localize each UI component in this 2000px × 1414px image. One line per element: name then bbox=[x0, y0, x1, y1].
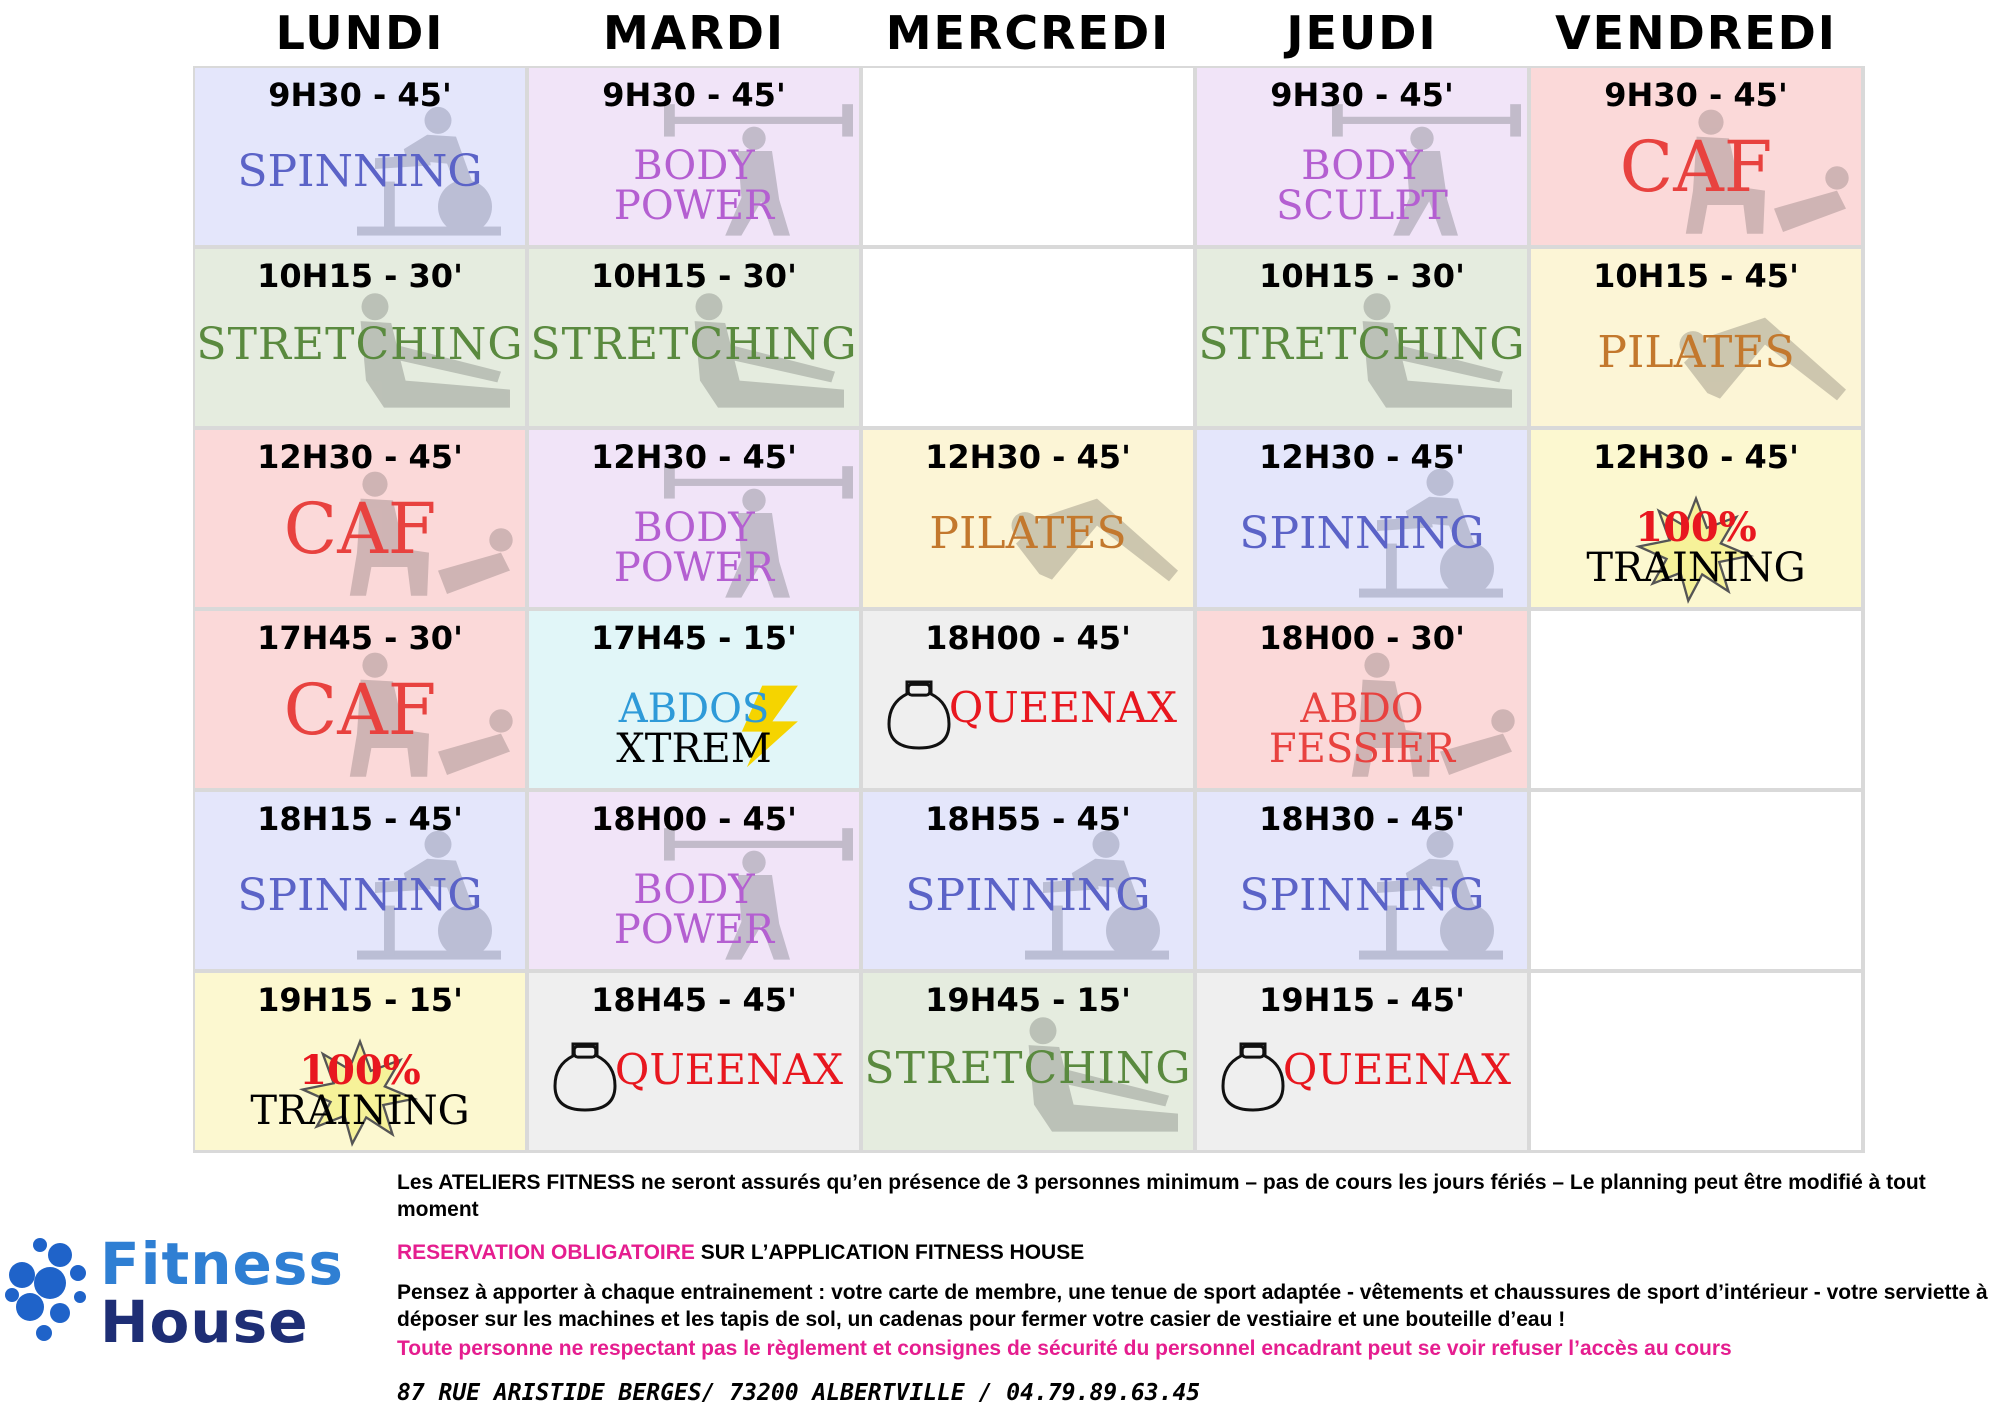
class-title bbox=[529, 505, 859, 591]
reservation-rest: SUR L’APPLICATION FITNESS HOUSE bbox=[694, 1241, 1085, 1264]
class-title bbox=[529, 867, 859, 953]
class-time: 10H15 - 30' bbox=[591, 257, 797, 295]
class-time: 12H30 - 45' bbox=[591, 438, 797, 476]
class-title-line: 100% bbox=[299, 1047, 421, 1094]
class-title-line: TRAINING bbox=[1586, 545, 1806, 591]
class-title-line: STRETCHING bbox=[864, 1043, 1192, 1094]
class-slot bbox=[529, 430, 859, 607]
class-time: 10H15 - 45' bbox=[1593, 257, 1799, 295]
class-title-line: CAF bbox=[283, 488, 437, 570]
class-time: 12H30 - 45' bbox=[925, 438, 1131, 476]
class-title bbox=[529, 319, 859, 370]
class-slot bbox=[195, 249, 525, 426]
class-slot bbox=[529, 792, 859, 969]
class-slot bbox=[195, 430, 525, 607]
class-title-line: SPINNING bbox=[905, 870, 1151, 921]
class-title bbox=[195, 319, 525, 370]
class-title-line: BODY bbox=[1301, 143, 1423, 189]
class-time: 17H45 - 30' bbox=[257, 619, 463, 657]
class-time: 12H30 - 45' bbox=[257, 438, 463, 476]
class-title-line: SCULPT bbox=[1276, 183, 1448, 229]
class-slot bbox=[1531, 249, 1861, 426]
class-title bbox=[863, 1043, 1193, 1094]
class-title-line: TRAINING bbox=[250, 1088, 470, 1134]
class-title-line: SPINNING bbox=[237, 146, 483, 197]
class-slot bbox=[529, 249, 859, 426]
class-title-line: BODY bbox=[633, 867, 755, 913]
class-slot bbox=[195, 973, 525, 1150]
empty-slot bbox=[863, 68, 1193, 245]
class-slot bbox=[1197, 430, 1527, 607]
notice-text: Les ATELIERS FITNESS ne seront assurés qu’en présence de 3 personnes minimum – pas de cours les jours fériés – Le planning peut être modifié à tout moment bbox=[397, 1171, 1926, 1221]
class-time: 19H15 - 45' bbox=[1259, 981, 1465, 1019]
class-time: 9H30 - 45' bbox=[1270, 76, 1454, 114]
class-slot bbox=[863, 973, 1193, 1150]
class-slot bbox=[1197, 973, 1527, 1150]
class-title-line: 100% bbox=[1635, 504, 1757, 551]
class-title bbox=[863, 508, 1193, 559]
class-slot bbox=[529, 611, 859, 788]
class-title bbox=[1197, 143, 1527, 229]
class-title bbox=[529, 143, 859, 229]
class-title-line: QUEENAX bbox=[948, 683, 1178, 732]
day-header: VENDREDI bbox=[1555, 6, 1837, 60]
class-slot bbox=[863, 430, 1193, 607]
reservation-highlight: RESERVATION OBLIGATOIRE bbox=[397, 1241, 695, 1264]
class-slot bbox=[1531, 430, 1861, 607]
class-title-line: CAF bbox=[283, 669, 437, 751]
day-header: JEUDI bbox=[1286, 6, 1438, 60]
class-title-line: STRETCHING bbox=[530, 319, 858, 370]
class-title bbox=[195, 146, 525, 197]
class-title-line: SPINNING bbox=[1239, 508, 1485, 559]
class-time: 19H15 - 15' bbox=[257, 981, 463, 1019]
class-time: 18H55 - 45' bbox=[925, 800, 1131, 838]
logo-word-house: House bbox=[100, 1288, 309, 1356]
day-headers bbox=[193, 0, 1865, 66]
class-time: 10H15 - 30' bbox=[257, 257, 463, 295]
class-title bbox=[1197, 508, 1527, 559]
day-header: LUNDI bbox=[275, 6, 445, 60]
class-time: 12H30 - 45' bbox=[1593, 438, 1799, 476]
address-text: 87 RUE ARISTIDE BERGES/ 73200 ALBERTVILLE / 04.79.89.63.45 bbox=[397, 1380, 1201, 1406]
empty-slot bbox=[1531, 973, 1861, 1150]
class-title bbox=[863, 870, 1193, 921]
class-slot bbox=[1197, 249, 1527, 426]
class-title bbox=[1531, 126, 1861, 208]
warning-text: Toute personne ne respectant pas le règlement et consignes de sécurité du personnel encadrant peut se voir refuser l’accès au cours bbox=[397, 1337, 1732, 1360]
class-title-line: ABDO bbox=[1300, 686, 1424, 732]
class-title-line: POWER bbox=[613, 545, 775, 591]
class-title-line: STRETCHING bbox=[196, 319, 524, 370]
fitness-house-logo bbox=[0, 1230, 395, 1356]
class-title bbox=[195, 669, 525, 751]
empty-slot bbox=[1531, 611, 1861, 788]
class-slot bbox=[195, 792, 525, 969]
empty-slot bbox=[863, 249, 1193, 426]
splash-icon bbox=[0, 1235, 100, 1355]
class-slot bbox=[1531, 68, 1861, 245]
class-time: 18H00 - 45' bbox=[591, 800, 797, 838]
class-title-line: FESSIER bbox=[1268, 726, 1456, 772]
class-time: 10H15 - 30' bbox=[1259, 257, 1465, 295]
reservation-text bbox=[397, 1240, 1995, 1267]
class-title bbox=[195, 488, 525, 570]
class-slot bbox=[1197, 611, 1527, 788]
class-title bbox=[1197, 1045, 1527, 1094]
class-title bbox=[195, 870, 525, 921]
class-title-line: POWER bbox=[613, 183, 775, 229]
schedule-grid bbox=[193, 66, 1865, 1153]
class-title-line: POWER bbox=[613, 907, 775, 953]
class-title-line: CAF bbox=[1619, 126, 1773, 208]
class-title bbox=[195, 1047, 525, 1134]
class-slot bbox=[529, 68, 859, 245]
logo-word-fitness: Fitness bbox=[100, 1230, 344, 1298]
class-title bbox=[1197, 319, 1527, 370]
class-time: 17H45 - 15' bbox=[591, 619, 797, 657]
class-title bbox=[529, 1045, 859, 1094]
class-slot bbox=[195, 68, 525, 245]
class-time: 18H15 - 45' bbox=[257, 800, 463, 838]
class-title-line: XTREM bbox=[616, 726, 772, 772]
class-title bbox=[1197, 870, 1527, 921]
class-title-line: ABDOS bbox=[618, 686, 770, 732]
class-title bbox=[1531, 504, 1861, 591]
class-title-line: BODY bbox=[633, 143, 755, 189]
class-slot bbox=[863, 611, 1193, 788]
class-title-line: QUEENAX bbox=[1282, 1045, 1512, 1094]
class-title-line: PILATES bbox=[929, 508, 1127, 559]
class-time: 9H30 - 45' bbox=[1604, 76, 1788, 114]
class-time: 9H30 - 45' bbox=[268, 76, 452, 114]
class-title-line: SPINNING bbox=[237, 870, 483, 921]
class-time: 18H00 - 45' bbox=[925, 619, 1131, 657]
class-time: 18H45 - 45' bbox=[591, 981, 797, 1019]
class-title-line: PILATES bbox=[1597, 327, 1795, 378]
class-title-line: QUEENAX bbox=[614, 1045, 844, 1094]
class-slot bbox=[863, 792, 1193, 969]
class-time: 19H45 - 15' bbox=[925, 981, 1131, 1019]
class-title-line: BODY bbox=[633, 505, 755, 551]
day-header: MARDI bbox=[602, 6, 786, 60]
class-time: 9H30 - 45' bbox=[602, 76, 786, 114]
class-title bbox=[863, 683, 1193, 732]
class-slot bbox=[195, 611, 525, 788]
class-title bbox=[1531, 327, 1861, 378]
class-title-line: SPINNING bbox=[1239, 870, 1485, 921]
empty-slot bbox=[1531, 792, 1861, 969]
day-header: MERCREDI bbox=[885, 6, 1171, 60]
class-title bbox=[1197, 686, 1527, 772]
class-time: 12H30 - 45' bbox=[1259, 438, 1465, 476]
class-time: 18H00 - 30' bbox=[1259, 619, 1465, 657]
class-title bbox=[529, 686, 859, 772]
bring-text: Pensez à apporter à chaque entrainement : votre carte de membre, une tenue de sport adaptée - vêtements et chaussures de sport d’intérieur - votre serviette à déposer sur les machines et les tapis de sol, un cadenas pour fermer votre casier de vestiaire et une bouteille d’eau ! bbox=[397, 1281, 1988, 1331]
class-slot bbox=[1197, 792, 1527, 969]
class-slot bbox=[529, 973, 859, 1150]
class-title-line: STRETCHING bbox=[1198, 319, 1526, 370]
class-slot bbox=[1197, 68, 1527, 245]
class-time: 18H30 - 45' bbox=[1259, 800, 1465, 838]
